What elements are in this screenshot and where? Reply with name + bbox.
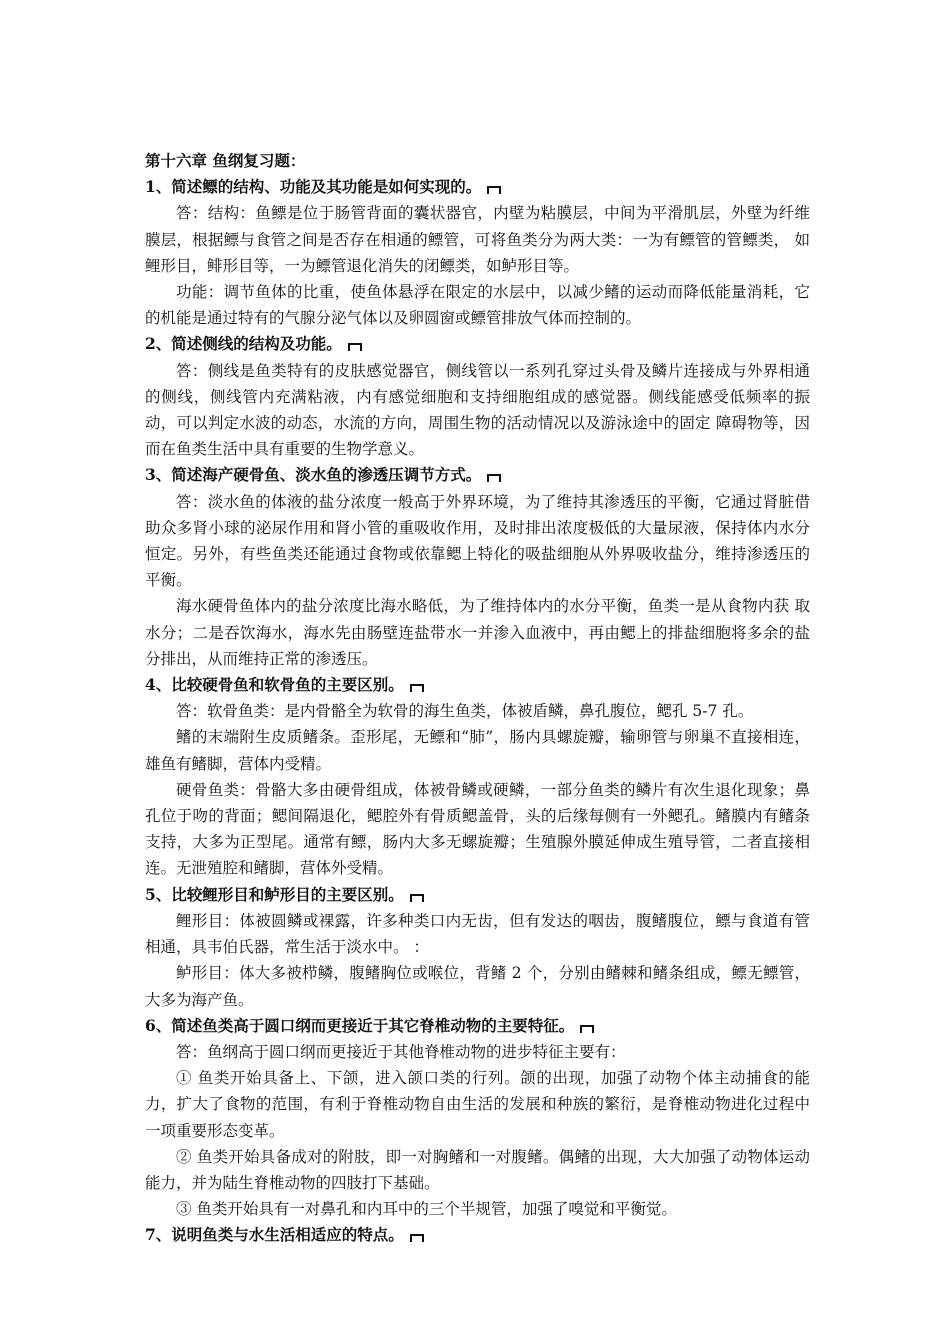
answer-paragraph	[145, 593, 810, 672]
question-heading	[145, 882, 810, 908]
question-text: 6、简述鱼类高于圆口纲而更接近于其它脊椎动物的主要特征。	[145, 1015, 575, 1035]
paragraph-text: 答：侧线是鱼类特有的皮肤感觉器官，侧线管以一系列孔穿过头骨及鳞片连接成与外界相通的侧线，侧线管内充满粘液，内有感觉细胞和支持细胞组成的感觉器。侧线能感受低频率的振动，可以判定水波的动态，水流的方向，周围生物的活动情况以及游泳途中的固定 障碍物等，因而在鱼类生活中具有重要的生物学意义。	[145, 361, 810, 459]
question-heading	[145, 331, 810, 357]
question-text: 1、简述鳔的结构、功能及其功能是如何实现的。	[145, 177, 482, 197]
paragraph-text: 答：软骨鱼类：是内骨骼全为软骨的海生鱼类，体被盾鳞，鼻孔腹位，鳃孔 5-7 孔。	[176, 702, 754, 721]
paragraph-text: ① 鱼类开始具备上、下颌，进入颌口类的行列。颌的出现，加强了动物个体主动捕食的能力，扩大了食物的范围，有利于脊椎动物自由生活的发展和种族的繁衍，是脊椎动物进化过程中一项重要形态变革。	[145, 1069, 810, 1140]
paragraph-text: 硬骨鱼类：骨骼大多由硬骨组成，体被骨鳞或硬鳞，一部分鱼类的鳞片有次生退化现象；鼻孔位于吻的背面；鳃间隔退化，鳃腔外有骨质鳃盖骨，头的后缘每侧有一外鳃孔。鳍膜内有鳍条支持，大多为正型尾。通常有鳔，肠内大多无螺旋瓣；生殖腺外膜延伸成生殖导管，二者直接相连。无泄殖腔和鳍脚，营体外受精。	[145, 780, 810, 878]
answer-paragraph	[145, 724, 810, 776]
question-text: 3、简述海产硬骨鱼、淡水鱼的渗透压调节方式。	[145, 465, 482, 485]
bracket-mark-icon	[487, 474, 501, 482]
bracket-mark-icon	[410, 1234, 424, 1242]
chapter-title: 第十六章 鱼纲复习题：	[145, 151, 306, 170]
question-text: 2、简述侧线的结构及功能。	[145, 334, 342, 354]
document-blocks	[145, 174, 810, 1248]
answer-paragraph	[145, 279, 810, 331]
question-heading	[145, 672, 810, 698]
bracket-mark-icon	[410, 894, 424, 902]
document-body	[145, 148, 810, 1249]
answer-paragraph	[145, 1039, 810, 1065]
paragraph-text: 鳍的末端附生皮质鳍条。歪形尾，无鳔和“肺”，肠内具螺旋瓣，输卵管与卵巢不直接相连，雄鱼有鳍脚，营体内受精。	[145, 728, 810, 773]
paragraph-text: 鲤形目：体被圆鳞或裸露，许多种类口内无齿，但有发达的咽齿，腹鳍腹位，鳔与食道有管相通，具韦伯氏器，常生活于淡水中。 ：	[145, 911, 810, 957]
question-text: 5、比较鲤形目和鲈形目的主要区别。	[145, 884, 404, 904]
answer-paragraph	[145, 698, 810, 724]
answer-paragraph	[145, 1144, 810, 1196]
bracket-mark-icon	[410, 684, 424, 692]
paragraph-text: 答：淡水鱼的体液的盐分浓度一般高于外界环境，为了维持其渗透压的平衡，它通过肾脏借 助众多肾小球的泌尿作用和肾小管的重吸收作用，及时排出浓度极低的大量尿液，保持体内水分恒定。另外，有些鱼类还能通过食物或依靠鳃上特化的吸盐细胞从外界吸收盐分，维持渗透压的平衡。	[145, 492, 810, 590]
question-heading	[145, 1013, 810, 1039]
paragraph-text: ② 鱼类开始具备成对的附肢，即一对胸鳍和一对腹鳍。偶鳍的出现，大大加强了动物体运动 能力，并为陆生脊椎动物的四肢打下基础。	[145, 1147, 810, 1192]
answer-paragraph	[145, 200, 810, 279]
answer-paragraph	[145, 489, 810, 594]
question-text: 7、说明鱼类与水生活相适应的特点。	[145, 1225, 404, 1245]
answer-paragraph	[145, 1065, 810, 1144]
bracket-mark-icon	[580, 1025, 594, 1033]
answer-paragraph	[145, 358, 810, 463]
answer-paragraph	[145, 908, 810, 960]
paragraph-text: 鲈形目：体大多被栉鳞，腹鳍胸位或喉位，背鳍 2 个，分别由鳍棘和鳍条组成，鳔无鳔管，大多为海产鱼。	[145, 964, 810, 1009]
question-heading	[145, 462, 810, 488]
question-heading	[145, 174, 810, 200]
paragraph-text: 功能：调节鱼体的比重，使鱼体悬浮在限定的水层中，以减少鳍的运动而降低能量消耗，它的机能是通过特有的气腺分泌气体以及卵圆窗或鳔管排放气体而控制的。	[145, 283, 810, 328]
paragraph-text: 答：鱼纲高于圆口纲而更接近于其他脊椎动物的进步特征主要有：	[176, 1042, 626, 1061]
question-text: 4、比较硬骨鱼和软骨鱼的主要区别。	[145, 675, 404, 695]
bracket-mark-icon	[348, 343, 362, 351]
bracket-mark-icon	[487, 186, 501, 194]
paragraph-text: ③ 鱼类开始具有一对鼻孔和内耳中的三个半规管，加强了嗅觉和平衡觉。	[176, 1200, 677, 1219]
answer-paragraph	[145, 777, 810, 882]
question-heading	[145, 1222, 810, 1248]
paragraph-text: 答：结构：鱼鳔是位于肠管背面的囊状器官，内壁为粘膜层，中间为平滑肌层，外壁为纤维膜层，根据鳔与食管之间是否存在相通的鳔管，可将鱼类分为两大类：一为有鳔管的管鳔类， 如鲤形目，鲱形目等，一为鳔管退化消失的闭鳔类，如鲈形目等。	[145, 204, 810, 275]
answer-paragraph	[145, 1196, 810, 1222]
answer-paragraph	[145, 960, 810, 1012]
paragraph-text: 海水硬骨鱼体内的盐分浓度比海水略低，为了维持体内的水分平衡，鱼类一是从食物内获 取水分；二是吞饮海水，海水先由肠壁连盐带水一并渗入血液中，再由鳃上的排盐细胞将多余的盐分排出，从而维持正常的渗透压。	[145, 597, 810, 668]
